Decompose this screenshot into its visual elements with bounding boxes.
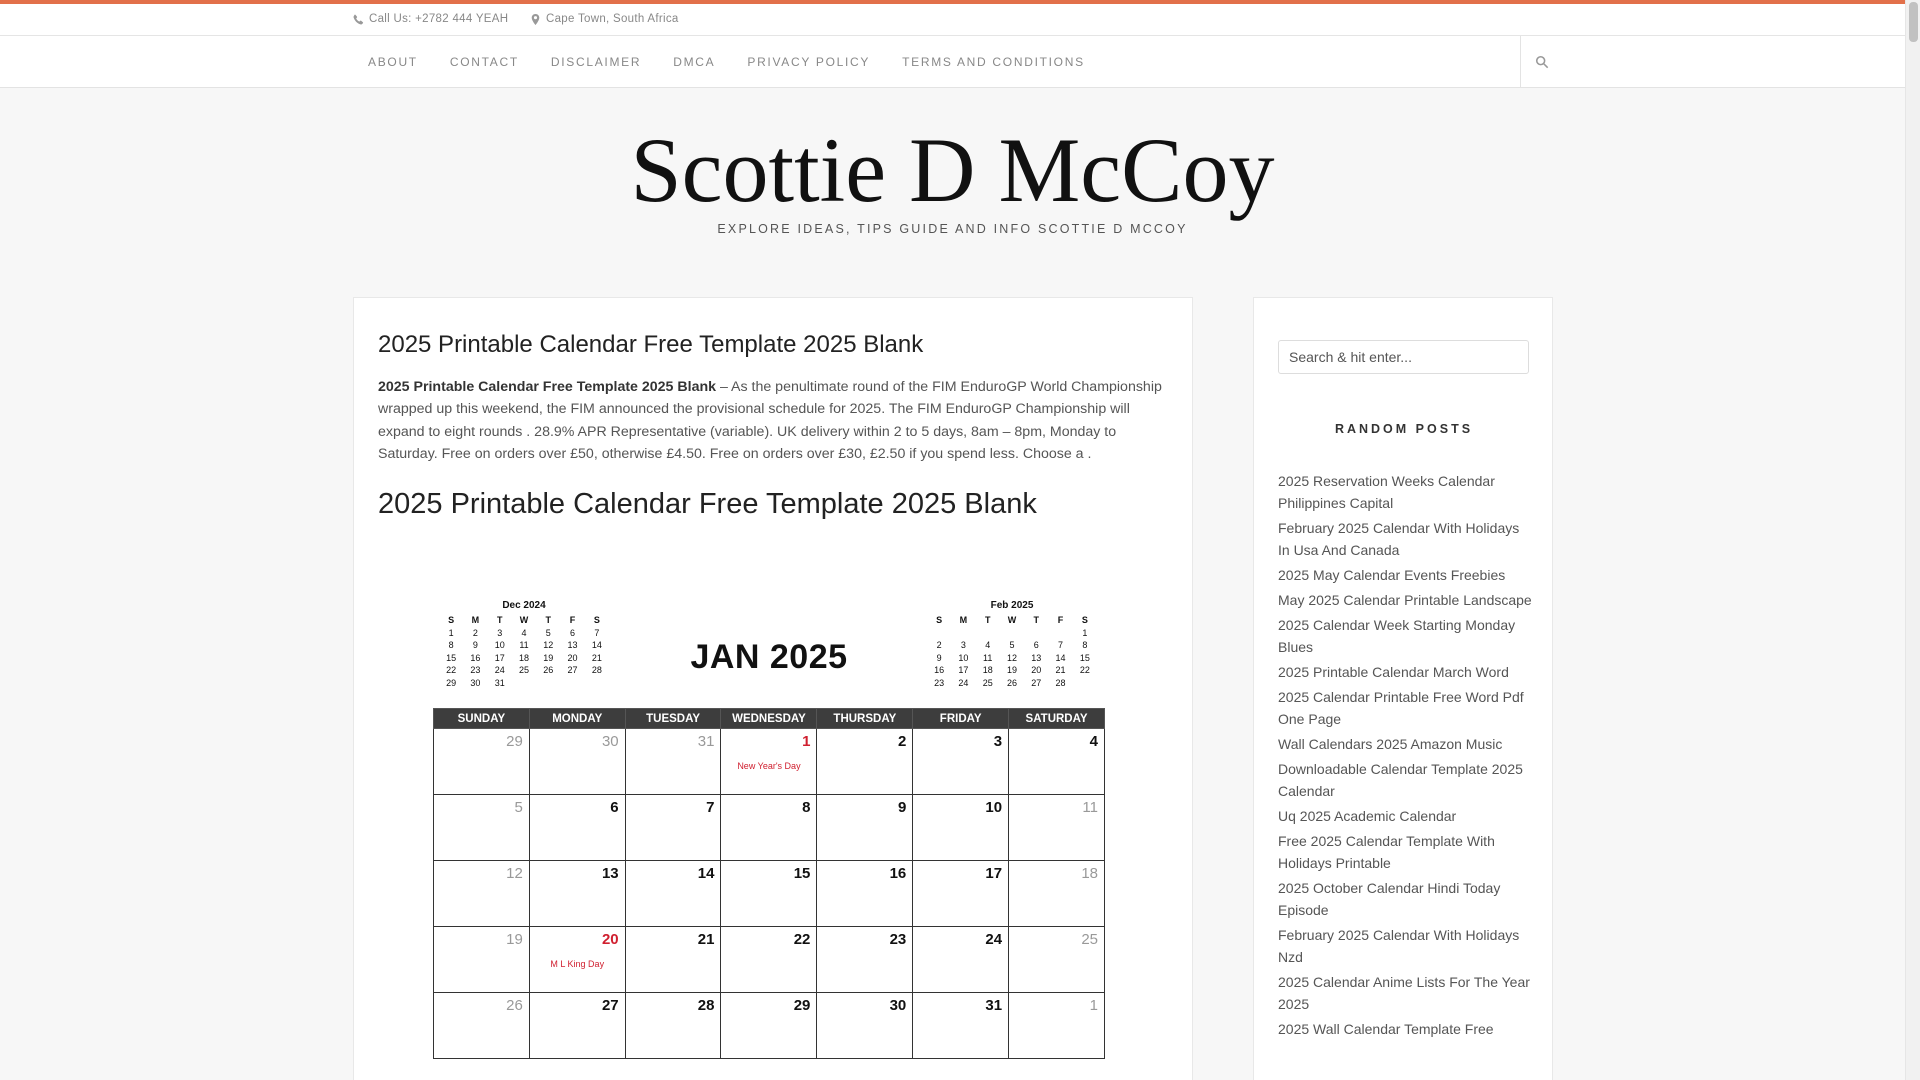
mini-prev-day: 6 bbox=[570, 627, 576, 638]
mini-prev-day: 23 bbox=[470, 665, 481, 675]
random-posts-list bbox=[1278, 470, 1533, 1043]
mini-next-day bbox=[927, 627, 951, 640]
calendar-day-cell bbox=[1009, 927, 1105, 993]
mini-next-day: 4 bbox=[985, 640, 991, 650]
calendar-day-cell bbox=[1009, 729, 1105, 795]
mini-next-day: 2 bbox=[936, 640, 942, 650]
mini-next-day: 22 bbox=[1079, 665, 1090, 675]
mini-prev-day bbox=[560, 677, 584, 690]
calendar-holiday-label: New Year's Day bbox=[737, 761, 801, 771]
random-post-link[interactable]: 2025 Calendar Anime Lists For The Year 2025 bbox=[1278, 974, 1530, 1012]
mini-prev-day: 27 bbox=[567, 665, 578, 675]
calendar-day-number: 29 bbox=[506, 733, 523, 750]
mini-prev-day: 28 bbox=[591, 665, 602, 675]
calendar-day-number: 31 bbox=[985, 997, 1003, 1014]
site-tagline: EXPLORE IDEAS, TIPS GUIDE AND INFO SCOTTIE D MCCOY bbox=[717, 222, 1188, 236]
calendar-day-cell bbox=[625, 993, 721, 1059]
phone-icon bbox=[353, 14, 364, 25]
calendar-day-number: 13 bbox=[601, 865, 619, 882]
mini-next-day: 5 bbox=[1009, 640, 1015, 650]
top-info-bar bbox=[0, 4, 1905, 36]
random-post-link[interactable]: 2025 Wall Calendar Template Free bbox=[1278, 1021, 1494, 1037]
calendar-day-cell bbox=[434, 729, 530, 795]
mini-next-day: 28 bbox=[1055, 677, 1066, 688]
mini-next-day: 8 bbox=[1082, 640, 1088, 650]
random-post-link[interactable]: Free 2025 Calendar Template With Holidays Printable bbox=[1278, 833, 1495, 871]
calendar-day-number: 2 bbox=[897, 733, 907, 750]
calendar-day-number: 3 bbox=[993, 733, 1003, 750]
mini-next-day: 15 bbox=[1079, 652, 1090, 663]
calendar-day-cell bbox=[434, 861, 530, 927]
calendar-day-number: 4 bbox=[1089, 733, 1098, 750]
mini-prev-day: 1 bbox=[448, 627, 454, 638]
mini-next-day: 6 bbox=[1033, 640, 1039, 650]
post-lead-bold: 2025 Printable Calendar Free Template 2025 Blank bbox=[378, 379, 717, 395]
mini-next-day: 27 bbox=[1031, 677, 1042, 688]
calendar-day-cell bbox=[625, 927, 721, 993]
random-post-link[interactable]: 2025 May Calendar Events Freebies bbox=[1278, 567, 1506, 583]
random-post-link[interactable]: May 2025 Calendar Printable Landscape bbox=[1278, 592, 1532, 608]
mini-prev-day: 30 bbox=[470, 677, 481, 688]
calendar-day-cell bbox=[1009, 795, 1105, 861]
random-post-link[interactable]: February 2025 Calendar With Holidays In Usa And Canada bbox=[1278, 520, 1520, 558]
mini-next-day: 19 bbox=[1006, 665, 1017, 675]
mini-prev-day: 19 bbox=[543, 652, 554, 663]
calendar-day-cell bbox=[721, 861, 817, 927]
mini-prev-day: 12 bbox=[543, 640, 554, 650]
mini-prev-weekday: S bbox=[448, 615, 455, 625]
mini-prev-day: 16 bbox=[470, 652, 481, 663]
calendar-day-number: 22 bbox=[793, 931, 811, 948]
mini-calendar-next-title: Feb 2025 bbox=[990, 600, 1034, 611]
mini-next-weekday: W bbox=[1007, 615, 1017, 625]
mini-prev-day: 11 bbox=[519, 640, 529, 650]
calendar-day-cell bbox=[529, 795, 625, 861]
mini-prev-day: 2 bbox=[472, 627, 478, 638]
random-post-link[interactable]: 2025 October Calendar Hindi Today Episode bbox=[1278, 880, 1501, 918]
calendar-day-cell bbox=[817, 795, 913, 861]
mini-next-day: 7 bbox=[1058, 640, 1064, 650]
mini-next-day: 11 bbox=[983, 652, 993, 663]
mini-next-day bbox=[951, 627, 975, 640]
mini-prev-day: 17 bbox=[494, 652, 505, 663]
calendar-day-cell bbox=[817, 861, 913, 927]
mini-prev-weekday: W bbox=[519, 615, 529, 625]
mini-next-day: 10 bbox=[958, 652, 969, 663]
mini-prev-weekday: T bbox=[496, 615, 503, 625]
mini-next-day bbox=[1073, 677, 1097, 690]
mini-next-day bbox=[1024, 627, 1048, 640]
mini-next-day: 25 bbox=[982, 677, 993, 688]
mini-next-weekday: T bbox=[1033, 615, 1040, 625]
nav-dmca[interactable]: DMCA bbox=[673, 55, 716, 69]
mini-prev-day: 8 bbox=[448, 640, 454, 650]
mini-prev-day: 22 bbox=[446, 665, 457, 675]
calendar-day-cell bbox=[434, 795, 530, 861]
random-posts-title: RANDOM POSTS bbox=[1334, 422, 1474, 436]
calendar-day-number: 16 bbox=[889, 865, 907, 882]
page-scrollbar[interactable] bbox=[1905, 0, 1920, 1080]
calendar-day-cell bbox=[721, 993, 817, 1059]
calendar-day-number: 25 bbox=[1081, 931, 1098, 948]
mini-prev-day: 14 bbox=[591, 640, 602, 650]
mini-prev-day: 24 bbox=[494, 665, 505, 675]
calendar-holiday-label: M L King Day bbox=[550, 959, 605, 969]
calendar-day-cell bbox=[817, 729, 913, 795]
nav-terms-and-conditions[interactable]: TERMS AND CONDITIONS bbox=[902, 55, 1085, 69]
calendar-weekday-header: MONDAY bbox=[529, 709, 625, 729]
calendar-day-number: 24 bbox=[985, 931, 1003, 948]
calendar-day-number: 15 bbox=[793, 865, 811, 882]
mini-next-day: 26 bbox=[1006, 677, 1017, 688]
calendar-day-number: 20 bbox=[601, 931, 619, 948]
calendar-day-cell bbox=[434, 993, 530, 1059]
random-post-link[interactable]: Wall Calendars 2025 Amazon Music bbox=[1278, 736, 1503, 752]
nav-about[interactable]: ABOUT bbox=[368, 55, 418, 69]
mini-next-day: 12 bbox=[1006, 652, 1017, 663]
random-post-link[interactable]: 2025 Calendar Printable Free Word Pdf One Page bbox=[1278, 689, 1524, 727]
calendar-day-cell bbox=[721, 729, 817, 795]
mini-prev-day: 21 bbox=[591, 652, 602, 663]
calendar-weekday-header: WEDNESDAY bbox=[721, 709, 817, 729]
mini-next-weekday: M bbox=[959, 615, 968, 625]
calendar-day-number: 14 bbox=[697, 865, 715, 882]
calendar-day-number: 9 bbox=[897, 799, 907, 816]
mini-prev-day: 4 bbox=[521, 627, 527, 638]
sidebar-search-input[interactable] bbox=[1278, 340, 1529, 374]
post-content bbox=[353, 297, 1193, 1080]
calendar-day-number: 1 bbox=[1089, 997, 1098, 1014]
calendar-day-number: 1 bbox=[802, 733, 811, 750]
calendar-day-number: 26 bbox=[506, 997, 523, 1014]
mini-next-day: 17 bbox=[958, 665, 969, 675]
search-icon bbox=[1535, 55, 1549, 69]
mini-prev-day: 31 bbox=[494, 677, 505, 688]
mini-prev-day: 18 bbox=[518, 652, 529, 663]
mini-prev-day: 26 bbox=[543, 665, 554, 675]
sidebar bbox=[1253, 297, 1553, 1080]
post-lead-text: – As the penultimate round of the FIM EnduroGP World Championship wrapped up this weekend, the FIM announced the provisional schedule for 2025. The FIM EnduroGP Championship will expand to eight rounds . 28.9% APR Representative (variable). UK delivery within 2 to 5 days, 8am – 8pm, Monday to Saturday. Free on orders over £50, otherwise £4.50. Free on orders over £30, £2.50 if you spend less. Choose a . bbox=[378, 379, 1162, 462]
location-text: Cape Town, South Africa bbox=[546, 13, 679, 25]
mini-next-day: 18 bbox=[982, 665, 993, 675]
mini-prev-day bbox=[512, 677, 536, 690]
calendar-day-cell bbox=[913, 993, 1009, 1059]
mini-prev-day: 25 bbox=[518, 665, 529, 675]
mini-next-weekday: T bbox=[984, 615, 991, 625]
mini-calendar-prev-title: Dec 2024 bbox=[502, 600, 546, 611]
mini-prev-day bbox=[585, 677, 609, 690]
calendar-day-number: 27 bbox=[601, 997, 619, 1014]
calendar-day-number: 7 bbox=[706, 799, 715, 816]
phone-info bbox=[353, 13, 508, 25]
calendar-day-cell bbox=[529, 993, 625, 1059]
nav-disclaimer[interactable]: DISCLAIMER bbox=[550, 55, 642, 69]
calendar-day-number: 6 bbox=[610, 799, 619, 816]
calendar-day-cell bbox=[529, 729, 625, 795]
mini-prev-day: 15 bbox=[446, 652, 457, 663]
calendar-day-number: 11 bbox=[1082, 799, 1098, 816]
map-marker-icon bbox=[530, 14, 541, 25]
mini-prev-day: 29 bbox=[446, 677, 457, 688]
calendar-month-title: JAN 2025 bbox=[690, 638, 848, 676]
calendar-image bbox=[429, 600, 1109, 1080]
calendar-day-number: 18 bbox=[1081, 865, 1098, 882]
random-post-link[interactable]: 2025 Calendar Week Starting Monday Blues bbox=[1278, 617, 1516, 655]
post-title[interactable]: 2025 Printable Calendar Free Template 2025 Blank bbox=[378, 331, 924, 358]
calendar-day-cell bbox=[721, 927, 817, 993]
calendar-day-number: 12 bbox=[506, 865, 523, 882]
mini-next-weekday: F bbox=[1057, 615, 1064, 625]
calendar-day-cell bbox=[913, 729, 1009, 795]
mini-next-day bbox=[976, 627, 1000, 640]
calendar-day-number: 8 bbox=[802, 799, 811, 816]
mini-next-day bbox=[1048, 627, 1072, 640]
random-post-link[interactable]: 2025 Printable Calendar March Word bbox=[1278, 664, 1509, 680]
mini-next-day: 14 bbox=[1055, 652, 1066, 663]
mini-next-day: 9 bbox=[936, 652, 942, 663]
calendar-weekday-header: SUNDAY bbox=[434, 709, 530, 729]
calendar-day-cell bbox=[913, 861, 1009, 927]
mini-prev-weekday: T bbox=[545, 615, 552, 625]
nav-contact[interactable]: CONTACT bbox=[449, 55, 519, 69]
mini-prev-day: 5 bbox=[545, 627, 551, 638]
calendar-day-number: 10 bbox=[985, 799, 1003, 816]
calendar-day-number: 17 bbox=[985, 865, 1003, 882]
nav-search-button[interactable] bbox=[1520, 36, 1562, 88]
calendar-day-cell bbox=[434, 927, 530, 993]
mini-next-day: 23 bbox=[934, 677, 945, 688]
calendar-day-cell bbox=[1009, 993, 1105, 1059]
phone-text: Call Us: +2782 444 YEAH bbox=[369, 13, 509, 25]
mini-next-weekday: S bbox=[936, 615, 943, 625]
calendar-day-number: 28 bbox=[697, 997, 715, 1014]
calendar-weekday-header: THURSDAY bbox=[817, 709, 913, 729]
calendar-weekday-header: SATURDAY bbox=[1009, 709, 1105, 729]
mini-prev-day: 9 bbox=[472, 640, 478, 650]
random-post-link[interactable]: Uq 2025 Academic Calendar bbox=[1278, 808, 1457, 824]
post-heading: 2025 Printable Calendar Free Template 2025 Blank bbox=[378, 488, 1037, 520]
random-post-link[interactable]: Downloadable Calendar Template 2025 Calendar bbox=[1278, 761, 1523, 799]
nav-privacy-policy[interactable]: PRIVACY POLICY bbox=[747, 55, 871, 69]
calendar-day-cell bbox=[529, 861, 625, 927]
mini-prev-weekday: F bbox=[569, 615, 576, 625]
mini-next-day: 3 bbox=[960, 640, 966, 650]
calendar-day-cell bbox=[625, 795, 721, 861]
calendar-day-number: 31 bbox=[697, 733, 715, 750]
mini-next-day bbox=[1000, 627, 1024, 640]
calendar-day-number: 19 bbox=[506, 931, 523, 948]
mini-prev-day: 20 bbox=[567, 652, 578, 663]
mini-prev-day: 3 bbox=[497, 627, 503, 638]
calendar-day-cell bbox=[913, 795, 1009, 861]
calendar-day-cell bbox=[721, 795, 817, 861]
calendar-day-cell bbox=[913, 927, 1009, 993]
scrollbar-thumb[interactable] bbox=[1909, 2, 1918, 42]
mini-next-weekday: S bbox=[1081, 615, 1088, 625]
main-navigation bbox=[0, 36, 1905, 88]
calendar-weekday-header: FRIDAY bbox=[913, 709, 1009, 729]
mini-prev-day: 7 bbox=[594, 627, 600, 638]
mini-next-day: 1 bbox=[1082, 627, 1088, 638]
random-post-link[interactable]: 2025 Reservation Weeks Calendar Philippines Capital bbox=[1278, 473, 1495, 511]
calendar-day-number: 29 bbox=[793, 997, 811, 1014]
mini-next-day: 16 bbox=[934, 665, 945, 675]
calendar-day-cell bbox=[817, 927, 913, 993]
mini-prev-day: 10 bbox=[494, 640, 505, 650]
random-post-link[interactable]: February 2025 Calendar With Holidays Nzd bbox=[1278, 927, 1520, 965]
calendar-day-cell bbox=[625, 861, 721, 927]
calendar-day-number: 5 bbox=[514, 799, 523, 816]
calendar-day-cell bbox=[817, 993, 913, 1059]
calendar-day-number: 21 bbox=[697, 931, 715, 948]
mini-prev-day bbox=[536, 677, 560, 690]
calendar-day-number: 23 bbox=[889, 931, 907, 948]
mini-next-day: 24 bbox=[958, 677, 969, 688]
site-title[interactable]: Scottie D McCoy bbox=[630, 119, 1275, 221]
calendar-day-cell bbox=[529, 927, 625, 993]
calendar-weekday-header: TUESDAY bbox=[625, 709, 721, 729]
mini-next-day: 21 bbox=[1055, 665, 1066, 675]
calendar-grid bbox=[433, 708, 1105, 1059]
calendar-day-cell bbox=[1009, 861, 1105, 927]
mini-prev-weekday: M bbox=[471, 615, 480, 625]
mini-next-day: 20 bbox=[1031, 665, 1042, 675]
calendar-day-cell bbox=[625, 729, 721, 795]
mini-prev-day: 13 bbox=[567, 640, 578, 650]
location-info bbox=[530, 13, 679, 25]
mini-next-day: 13 bbox=[1031, 652, 1042, 663]
mini-prev-weekday: S bbox=[593, 615, 600, 625]
post-excerpt bbox=[378, 376, 1168, 465]
calendar-day-number: 30 bbox=[601, 733, 619, 750]
calendar-day-number: 30 bbox=[889, 997, 907, 1014]
mini-calendar-next bbox=[927, 600, 1097, 689]
